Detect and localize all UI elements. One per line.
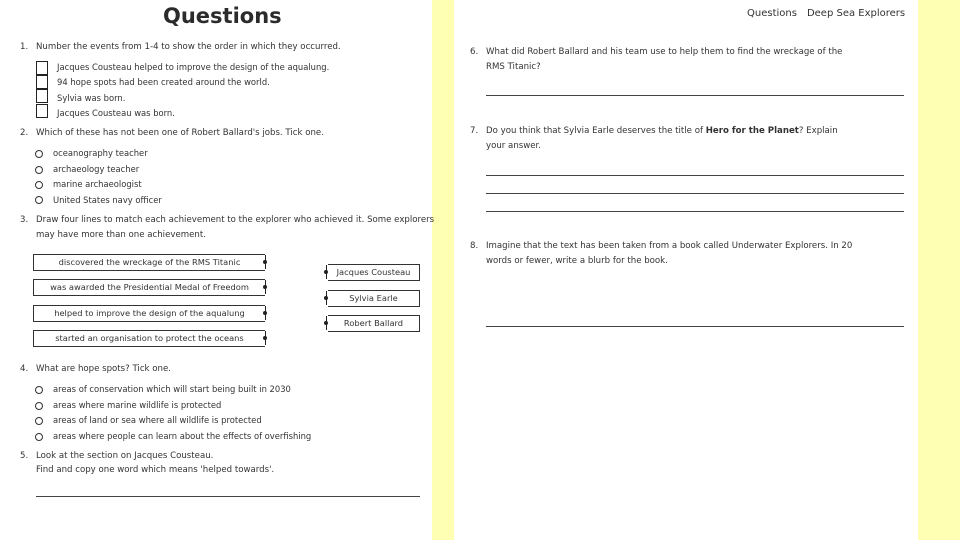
tick-circle[interactable] (35, 166, 43, 174)
option-label: areas of conservation which will start being built in 2030 (53, 384, 291, 394)
option-label: areas of land or sea where all wildlife is protected (53, 415, 262, 425)
answer-line[interactable] (36, 496, 420, 497)
question-7 (470, 124, 838, 139)
question-text: Draw four lines to match each achievement to the explorer who achieved it. Some explorers (36, 215, 435, 225)
header-section: Questions (747, 8, 797, 19)
achievement-box: helped to improve the design of the aqualung (33, 305, 265, 322)
option-label: archaeology teacher (53, 164, 140, 174)
tick-circle[interactable] (35, 402, 43, 410)
question-7-line-2: your answer. (486, 141, 542, 151)
option-label: areas where marine wildlife is protected (53, 400, 222, 410)
explorer-box: Sylvia Earle (328, 290, 420, 307)
answer-line[interactable] (486, 175, 904, 176)
event-item: 94 hope spots had been created around the world. (57, 77, 270, 87)
question-number: 2. (20, 128, 29, 138)
match-tick (265, 280, 266, 294)
tick-circle[interactable] (35, 196, 43, 204)
header-topic: Deep Sea Explorers (806, 8, 906, 19)
question-text: What did Robert Ballard and his team use to help them to find the wreckage of the (486, 47, 843, 57)
tick-circle[interactable] (35, 417, 43, 425)
answer-line[interactable] (486, 326, 904, 327)
answer-line[interactable] (486, 211, 904, 212)
question-2 (20, 126, 324, 141)
order-box[interactable] (36, 75, 48, 89)
question-6-line-2: RMS Titanic? (486, 62, 541, 72)
event-item: Jacques Cousteau was born. (57, 108, 175, 118)
option-label: marine archaeologist (53, 179, 142, 189)
option-label: areas where people can learn about the effects of overfishing (53, 431, 312, 441)
event-item: Sylvia was born. (57, 93, 126, 103)
explorer-box: Jacques Cousteau (328, 264, 420, 281)
question-number: 4. (20, 364, 29, 374)
worksheet-page-right (454, 0, 918, 540)
question-3-line-2: may have more than one achievement. (36, 230, 206, 240)
order-box[interactable] (36, 104, 48, 118)
bold-title: Hero for the Planet (705, 126, 799, 136)
event-item: Jacques Cousteau helped to improve the design of the aqualung. (57, 62, 330, 72)
question-8 (470, 239, 852, 254)
question-6 (470, 45, 842, 60)
question-4 (20, 362, 171, 377)
tick-circle[interactable] (35, 181, 43, 189)
question-number: 6. (470, 47, 479, 57)
question-text-end: ? Explain (798, 126, 838, 136)
question-text: Which of these has not been one of Robert Ballard's jobs. Tick one. (36, 128, 324, 138)
order-box[interactable] (36, 89, 48, 103)
worksheet-page-left (0, 0, 435, 540)
answer-line[interactable] (486, 193, 904, 194)
order-box[interactable] (36, 61, 48, 75)
tick-circle[interactable] (35, 386, 43, 394)
question-text: What are hope spots? Tick one. (36, 364, 171, 374)
match-tick (326, 265, 327, 279)
option-label: United States navy officer (53, 195, 162, 205)
page-header (747, 8, 915, 19)
question-8-line-2: words or fewer, write a blurb for the book. (486, 256, 668, 266)
answer-line[interactable] (486, 95, 904, 96)
option-label: oceanography teacher (53, 148, 148, 158)
page-edge-strip (918, 0, 960, 540)
tick-circle[interactable] (35, 433, 43, 441)
page-title: Questions (163, 4, 282, 28)
question-text: Number the events from 1-4 to show the order in which they occurred. (36, 42, 341, 52)
achievement-box: was awarded the Presidential Medal of Freedom (33, 279, 265, 296)
question-5-line-2: Find and copy one word which means 'helped towards'. (36, 465, 275, 475)
question-text: Look at the section on Jacques Cousteau. (36, 451, 214, 461)
page-gap-strip (432, 0, 454, 540)
achievement-box: discovered the wreckage of the RMS Titanic (33, 254, 265, 271)
match-tick (265, 306, 266, 320)
match-tick (326, 316, 327, 330)
explorer-box: Robert Ballard (328, 315, 420, 332)
tick-circle[interactable] (35, 150, 43, 158)
achievement-box: started an organisation to protect the oceans (33, 330, 265, 347)
question-number: 8. (470, 241, 479, 251)
question-number: 3. (20, 215, 29, 225)
question-number: 7. (470, 126, 479, 136)
question-5 (20, 449, 213, 464)
match-tick (265, 331, 266, 345)
match-tick (265, 255, 266, 269)
question-text: Imagine that the text has been taken from a book called Underwater Explorers. In 20 (486, 241, 853, 251)
match-tick (326, 291, 327, 305)
question-text: Do you think that Sylvia Earle deserves the title of (486, 126, 706, 136)
question-3 (20, 213, 434, 228)
question-1 (20, 40, 341, 55)
question-number: 1. (20, 42, 29, 52)
question-number: 5. (20, 451, 29, 461)
